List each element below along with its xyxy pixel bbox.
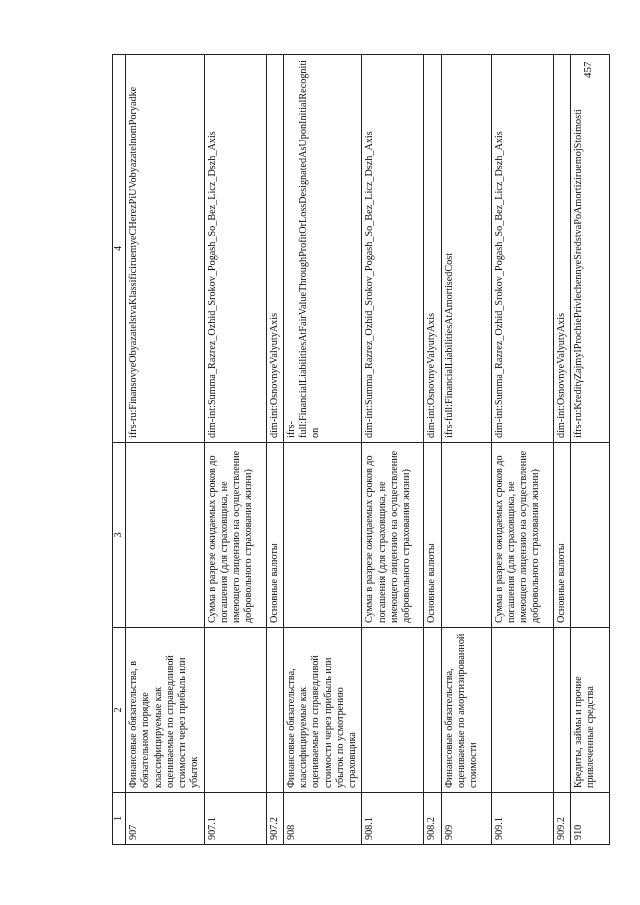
row-code: 908.1 [362, 793, 424, 845]
row-description: Сумма в разрезе ожидаемых сроков до погашения (для страховщика, не имеющего лицензию на осуществление добровольного страхования жизни) [491, 443, 553, 628]
row-code: 908 [283, 793, 361, 845]
row-tag: ifrs-full:FinancialLiabilitiesAtAmortisedCost [441, 55, 491, 443]
table-header-row [113, 55, 126, 845]
row-tag: ifrs-full:FinancialLiabilitiesAtFairValueThroughProfitOrLossDesignatedAsUponInitialRecognition [283, 55, 361, 443]
row-tag: dim-int:OsnovnyeValyutyAxis [424, 55, 441, 443]
row-tag: dim-int:OsnovnyeValyutyAxis [266, 55, 283, 443]
row-description: Сумма в разрезе ожидаемых сроков до погашения (для страховщика, не имеющего лицензию на осуществление добровольного страхования жизни) [362, 443, 424, 628]
table-row [126, 55, 204, 845]
row-tag: dim-int:Summa_Razrez_Ozhid_Srokov_Pogash_So_Bez_Licz_Dszh_Axis [204, 55, 266, 443]
row-tag: dim-int:Summa_Razrez_Ozhid_Srokov_Pogash_So_Bez_Licz_Dszh_Axis [362, 55, 424, 443]
table-row [424, 55, 441, 845]
row-name: Кредиты, займы и прочие привлеченные средства [570, 628, 609, 793]
row-description [570, 443, 609, 628]
table-row [204, 55, 266, 845]
row-name: Финансовые обязательства, в обязательном порядке классифицируемые как оцениваемые по справедливой стоимости через прибыль или убыток [126, 628, 204, 793]
row-code: 907.2 [266, 793, 283, 845]
row-name [204, 628, 266, 793]
column-header-2: 2 [113, 628, 126, 793]
row-code: 910 [570, 793, 609, 845]
row-name [424, 628, 441, 793]
row-tag: dim-int:Summa_Razrez_Ozhid_Srokov_Pogash_So_Bez_Licz_Dszh_Axis [491, 55, 553, 443]
table-row [266, 55, 283, 845]
row-code: 909.2 [553, 793, 570, 845]
table-row [362, 55, 424, 845]
row-tag: ifrs-ru:FinansovyeObyazatelstvaKlassificiruemyeCHerezPiUVobyazatelnomPoryadke [126, 55, 204, 443]
column-header-3: 3 [113, 443, 126, 628]
table-row [570, 55, 609, 845]
row-description: Сумма в разрезе ожидаемых сроков до погашения (для страховщика, не имеющего лицензию на осуществление добровольного страхования жизни) [204, 443, 266, 628]
table-row [441, 55, 491, 845]
row-tag: ifrs-ru:KreditγZajmyIProchiePrivlechennyeSredstvaPoAmortiziruemojStoimosti [570, 55, 609, 443]
row-description [126, 443, 204, 628]
report-table [112, 54, 610, 845]
row-code: 907.1 [204, 793, 266, 845]
row-code: 908.2 [424, 793, 441, 845]
row-name: Финансовые обязательства, классифицируемые как оцениваемые по справедливой стоимости через прибыль или убыток по усмотрению страховщика [283, 628, 361, 793]
row-name [266, 628, 283, 793]
row-description: Основные валюты [424, 443, 441, 628]
row-description [283, 443, 361, 628]
row-code: 907 [126, 793, 204, 845]
row-tag: dim-int:OsnovnyeValyutyAxis [553, 55, 570, 443]
table-row [491, 55, 553, 845]
table-row [553, 55, 570, 845]
row-description: Основные валюты [553, 443, 570, 628]
column-header-1: 1 [113, 793, 126, 845]
row-code: 909 [441, 793, 491, 845]
row-name [553, 628, 570, 793]
column-header-4: 4 [113, 55, 126, 443]
row-name [491, 628, 553, 793]
page-number: 457 [582, 61, 594, 78]
row-description [441, 443, 491, 628]
row-code: 909.1 [491, 793, 553, 845]
row-description: Основные валюты [266, 443, 283, 628]
table-row [283, 55, 361, 845]
row-name: Финансовые обязательства, оцениваемые по амортизированной стоимости [441, 628, 491, 793]
row-name [362, 628, 424, 793]
